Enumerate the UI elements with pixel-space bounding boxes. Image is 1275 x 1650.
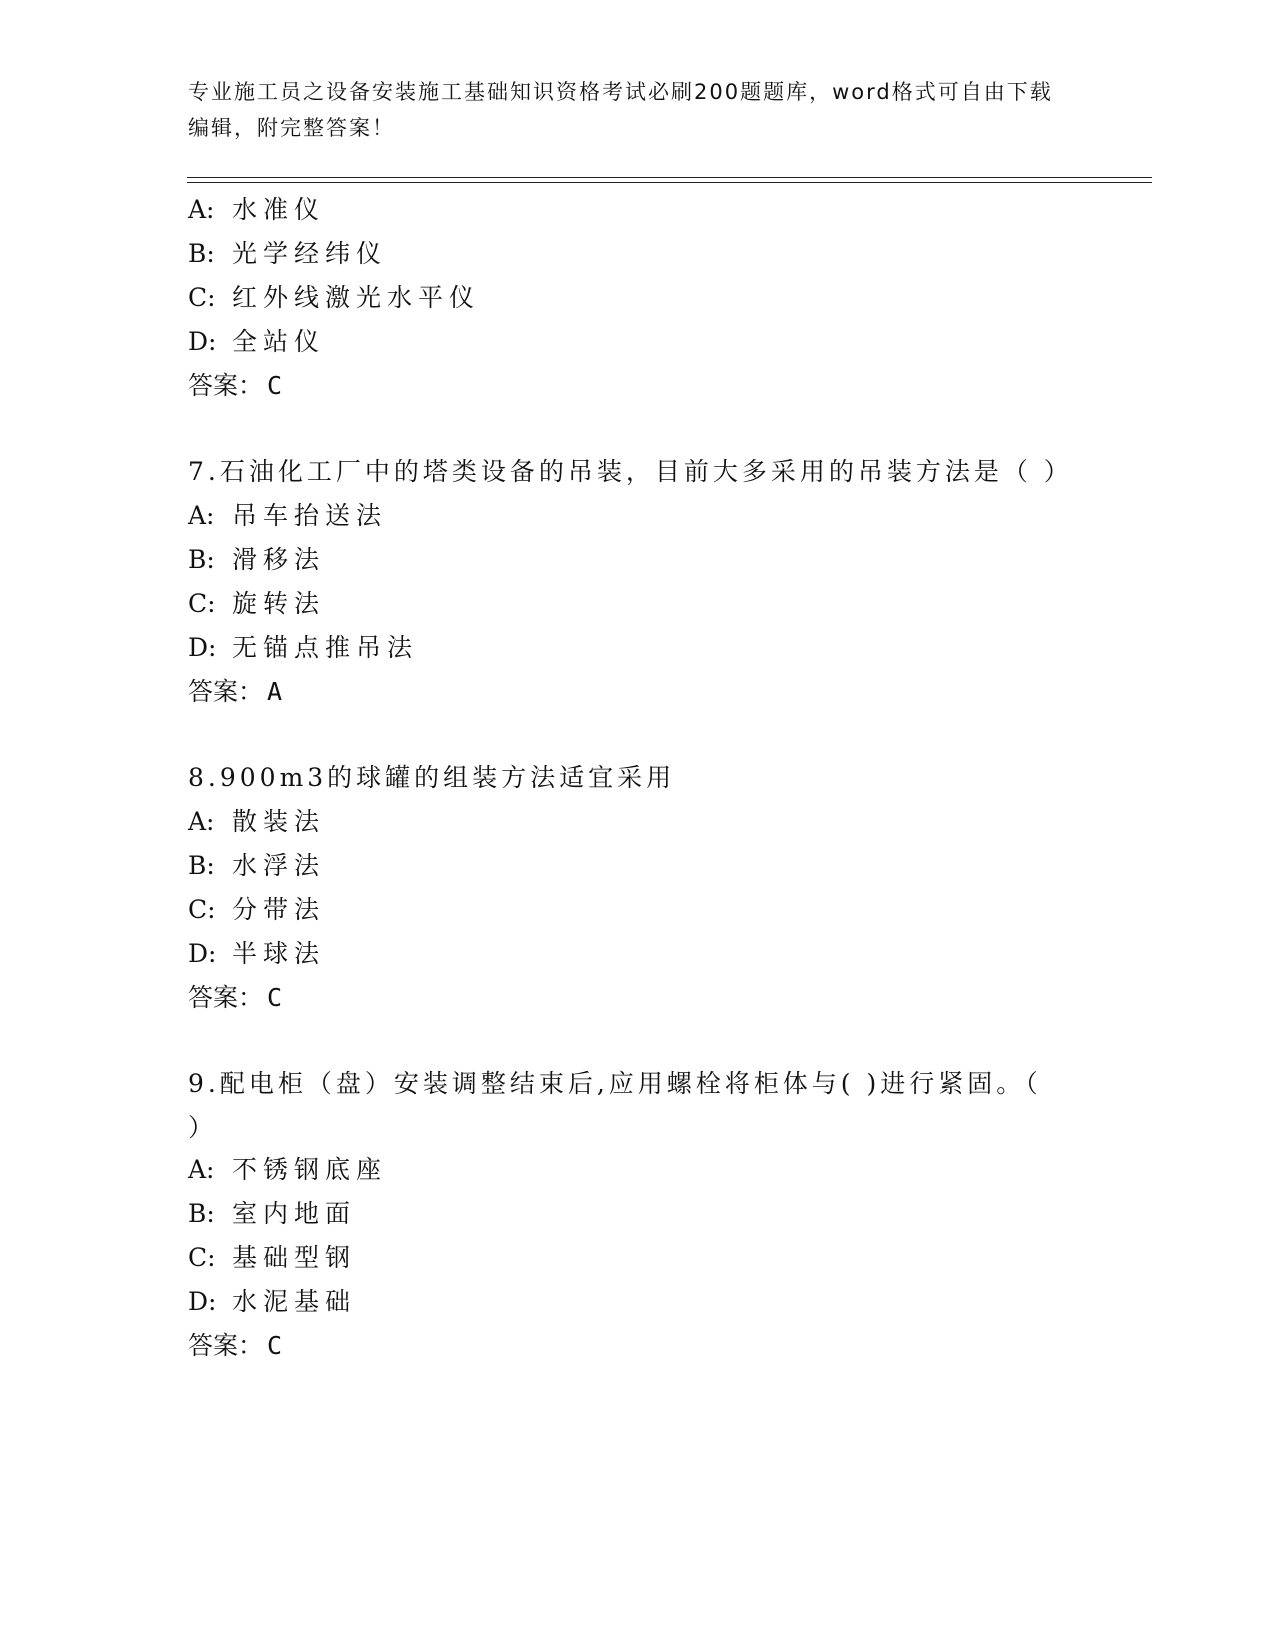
answer-label: 答案： (188, 983, 264, 1012)
q8-option-a (188, 806, 325, 838)
option-label: A: (188, 195, 215, 224)
option-label: A: (188, 807, 215, 836)
header-divider-top (187, 177, 1152, 178)
q7-title: 7.石油化工厂中的塔类设备的吊装，目前大多采用的吊装方法是（ ） (188, 457, 1073, 486)
option-text: 光学经纬仪 (232, 239, 388, 268)
answer-value: A (267, 677, 283, 706)
option-label: C: (188, 283, 216, 312)
option-label: A: (188, 501, 215, 530)
option-label: B: (188, 239, 215, 268)
option-text: 室内地面 (232, 1199, 357, 1228)
q6-option-b (188, 238, 387, 270)
answer-label: 答案： (188, 677, 264, 706)
q8-option-c (188, 894, 325, 926)
option-label: D: (188, 633, 217, 662)
option-label: D: (188, 939, 217, 968)
option-label: B: (188, 1199, 215, 1228)
option-label: C: (188, 1243, 216, 1272)
q9-title: 9.配电柜（盘）安装调整结束后,应用螺栓将柜体与( )进行紧固。（ ） (188, 1069, 1042, 1142)
q6-option-c (188, 282, 480, 314)
q8-answer (188, 982, 282, 1014)
q7-option-c (188, 588, 325, 620)
option-text: 水泥基础 (232, 1287, 357, 1316)
option-text: 散装法 (232, 807, 326, 836)
option-text: 吊车抬送法 (232, 501, 388, 530)
q8-option-b (188, 850, 325, 882)
option-text: 水准仪 (232, 195, 326, 224)
option-text: 半球法 (232, 939, 326, 968)
q7-option-a (188, 500, 387, 532)
answer-value: C (267, 983, 283, 1012)
q9-option-b (188, 1198, 356, 1230)
option-label: D: (188, 1287, 217, 1316)
option-text: 全站仪 (232, 327, 326, 356)
answer-value: C (267, 1331, 283, 1360)
option-text: 分带法 (232, 895, 326, 924)
q9-answer (188, 1330, 282, 1362)
option-text: 旋转法 (232, 589, 326, 618)
option-label: C: (188, 895, 216, 924)
option-label: B: (188, 851, 215, 880)
q7-option-b (188, 544, 325, 576)
option-text: 滑移法 (232, 545, 326, 574)
header-divider-bottom (187, 182, 1152, 183)
option-label: D: (188, 327, 217, 356)
option-label: B: (188, 545, 215, 574)
answer-label: 答案： (188, 1331, 264, 1360)
option-text: 不锈钢底座 (232, 1155, 388, 1184)
q8-title: 8.900m3的球罐的组装方法适宜采用 (188, 763, 676, 792)
q7-answer (188, 676, 282, 708)
q9-option-d (188, 1286, 356, 1318)
option-text: 无锚点推吊法 (232, 633, 419, 662)
document-header: 专业施工员之设备安装施工基础知识资格考试必刷200题题库，word格式可自由下载编辑，附完整答案！ (188, 80, 1053, 140)
option-text: 基础型钢 (232, 1243, 357, 1272)
option-label: A: (188, 1155, 215, 1184)
q9-option-c (188, 1242, 356, 1274)
q6-answer (188, 370, 282, 402)
q6-option-a (188, 194, 325, 226)
q9-option-a (188, 1154, 387, 1186)
option-label: C: (188, 589, 216, 618)
option-text: 水浮法 (232, 851, 326, 880)
option-text: 红外线激光水平仪 (232, 283, 481, 312)
answer-label: 答案： (188, 371, 264, 400)
q7-option-d (188, 632, 418, 664)
answer-value: C (267, 371, 283, 400)
q8-option-d (188, 938, 325, 970)
q6-option-d (188, 326, 325, 358)
